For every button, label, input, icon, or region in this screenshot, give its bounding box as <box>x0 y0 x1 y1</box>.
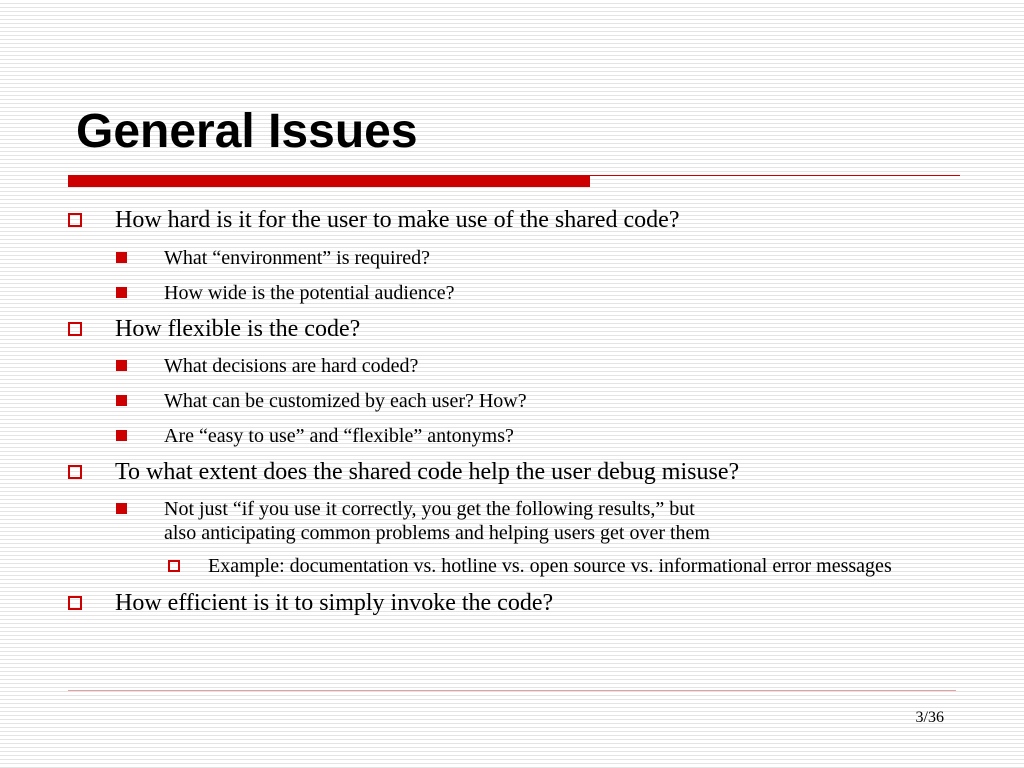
bullet-text: How efficient is it to simply invoke the code? <box>115 590 554 616</box>
filled-square-icon <box>116 360 127 371</box>
bullet-item <box>115 205 679 235</box>
hollow-square-icon <box>168 560 180 572</box>
hollow-square-icon <box>68 596 82 610</box>
title-underline-thin <box>590 175 960 176</box>
sub-sub-bullet-text: Example: documentation vs. hotline vs. open source vs. informational error messages <box>208 555 892 577</box>
sub-bullet-item <box>164 424 514 448</box>
sub-bullet-item <box>164 389 527 413</box>
sub-sub-bullet-item <box>208 554 892 578</box>
bullet-item <box>115 588 553 618</box>
hollow-square-icon <box>68 322 82 336</box>
filled-square-icon <box>116 503 127 514</box>
title-underline-thick <box>68 175 590 187</box>
sub-bullet-text-continued: also anticipating common problems and helping users get over them <box>164 522 710 544</box>
hollow-square-icon <box>68 213 82 227</box>
filled-square-icon <box>116 395 127 406</box>
bullet-text: How flexible is the code? <box>115 316 361 342</box>
sub-bullet-text: Not just “if you use it correctly, you get the following results,” but <box>164 498 695 520</box>
filled-square-icon <box>116 430 127 441</box>
sub-bullet-text: What can be customized by each user? How? <box>164 390 527 412</box>
sub-bullet-text: How wide is the potential audience? <box>164 282 455 304</box>
sub-bullet-item <box>164 354 418 378</box>
filled-square-icon <box>116 287 127 298</box>
filled-square-icon <box>116 252 127 263</box>
page-number: 3/36 <box>915 709 944 726</box>
bullet-item <box>115 314 360 344</box>
bullet-text: To what extent does the shared code help the user debug misuse? <box>115 459 740 485</box>
sub-bullet-item <box>164 497 710 545</box>
sub-bullet-text: What decisions are hard coded? <box>164 355 419 377</box>
bullet-item <box>115 457 739 487</box>
slide-title: General Issues <box>76 105 418 158</box>
hollow-square-icon <box>68 465 82 479</box>
sub-bullet-item <box>164 246 430 270</box>
sub-bullet-item <box>164 281 454 305</box>
footer-divider <box>68 690 956 691</box>
sub-bullet-text: Are “easy to use” and “flexible” antonyms? <box>164 425 514 447</box>
sub-bullet-text: What “environment” is required? <box>164 247 430 269</box>
bullet-text: How hard is it for the user to make use of the shared code? <box>115 207 680 233</box>
